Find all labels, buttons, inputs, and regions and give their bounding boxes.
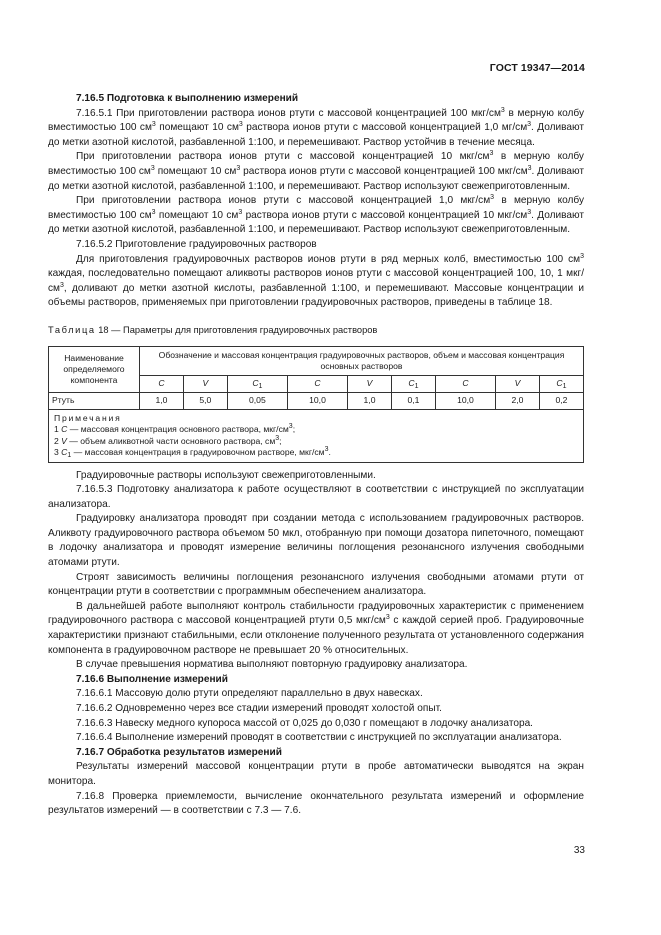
paragraph: В случае превышения норматива выполняют повторную градуировку анализатора. (76, 659, 468, 671)
table-cell: 5,0 (183, 392, 227, 409)
section-heading: 7.16.7 Обработка результатов измерений (76, 746, 282, 758)
column-header: $C_1$ (391, 375, 435, 392)
table-cell: 2,0 (496, 392, 540, 409)
paragraph: 7.16.6.2 Одновременно через все стадии измерений проводят холостой опыт. (76, 703, 442, 714)
paragraph: Градуировку анализатора проводят при создании метода с использованием градуировочных растворов. Аликвоту градуировочного раствора объемом 50 мкл, отобранную при помощи дозатора пипеточного, помещают в лодочку анализатора и проводят измерение величины поглощения резонансного излучения свободными атомами ртути. (48, 513, 584, 569)
paragraph: Строят зависимость величины поглощения резонансного излучения свободными атомами ртути от концентрации ртути в соответствии с программным обеспечением анализатора. (48, 571, 584, 598)
column-header: V (496, 375, 540, 392)
table-row (49, 392, 584, 409)
column-header: C (140, 375, 184, 392)
table-cell: 1,0 (140, 392, 184, 409)
table-cell: 0,1 (391, 392, 435, 409)
table-cell: 0,05 (227, 392, 287, 409)
table-cell: 0,2 (539, 392, 583, 409)
section-heading: 7.16.5 Подготовка к выполнению измерений (76, 93, 299, 104)
paragraph: Градуировочные растворы используют свежеприготовленными. (76, 469, 376, 481)
document-body (48, 92, 584, 819)
table-cell: 10,0 (287, 392, 347, 409)
page-number: 33 (573, 845, 585, 856)
paragraph: 7.16.8 Проверка приемлемости, вычисление окончательного результата измерений и оформление результатов измерений — в соответствии с 7.3 — 7.6. (48, 790, 584, 817)
paragraph: 7.16.5.3 Подготовку анализатора к работе осуществляют в соответствии с инструкцией по эксплуатации анализатора. (48, 484, 584, 510)
column-header: V (348, 375, 392, 392)
document-code: ГОСТ 19347—2014 (489, 62, 585, 74)
table-caption: Таблица 18 — Параметры для приготовления градуировочных растворов (48, 324, 378, 335)
table-header-name: Наименование определяемого компонента (49, 346, 140, 392)
column-header: $C_1$ (539, 375, 583, 392)
table-notes (48, 410, 584, 463)
section-heading: 7.16.6 Выполнение измерений (76, 673, 228, 685)
row-name: Ртуть (49, 392, 140, 409)
table-header-group: Обозначение и массовая концентрация градуировочных растворов, объем и массовая концентрация основных растворов (140, 346, 584, 375)
paragraph: При приготовлении раствора ионов ртути с массовой концентрацией 1,0 мкг/$см^3$ в мерную колбу вместимостью 100 $см^3$ помещают 10 $см^3$ раствора ионов ртути с массовой концентрацией 10 мкг/$см^3$. Доливают до метки азотной кислотой, разбавленной 1:100, и перемешивают. Раствор используют свежеприготовленным. (48, 194, 585, 236)
paragraph: 7.16.6.4 Выполнение измерений проводят в соответствии с инструкцией по эксплуатации анализатора. (76, 732, 562, 744)
column-header: $C_1$ (227, 375, 287, 392)
note-item: 2 V — объем аликвотной части основного раствора, $см^3$; (54, 434, 282, 446)
paragraph: Для приготовления градуировочных растворов ионов ртути в ряд мерных колб, вместимостью 100 $см^3$ каждая, последовательно помещают аликвоты растворов ионов ртути с массовой концентрацией 100, 10, 1 мкг/$см^3$, доливают до метки азотной кислоты, разбавленной 1:100, и перемешивают. Массовые концентрации и объемы растворов, применяемых при приготовлении градуировочных растворов, приведены в таблице 18. (48, 252, 584, 309)
note-item: 3 $C_1$ — массовая концентрация в градуировочном растворе, мкг/$см^3$. (54, 446, 331, 459)
table-cell: 1,0 (348, 392, 392, 409)
paragraph: 7.16.5.2 Приготовление градуировочных растворов (76, 238, 317, 250)
notes-title: Примечания (54, 412, 122, 423)
paragraph: При приготовлении раствора ионов ртути с массовой концентрацией 10 мкг/$см^3$ в мерную колбу вместимостью 100 $см^3$ помещают 10 $см^3$ раствора ионов ртути с массовой концентрацией 100 мкг/$см^3$. Доливают до метки азотной кислотой, разбавленной 1:100, и перемешивают. Раствор используют свежеприготовленным. (48, 150, 584, 192)
column-header: C (435, 375, 495, 392)
note-item: 1 C — массовая концентрация основного раствора, мкг/$см^3$; (54, 423, 296, 434)
paragraph: В дальнейшей работе выполняют контроль стабильности градуировочных характеристик с применением градуировочного раствора с массовой концентрацией ртути 0,5 мкг/$см^3$ с каждой серией проб. Градуировочные характеристики признают стабильными, если отклонение полученного результата от установленного содержания компонента в градуировочном растворе не превышает 20 % относительных. (48, 600, 584, 656)
column-header: V (183, 375, 227, 392)
paragraph: 7.16.6.3 Навеску медного купороса массой от 0,025 до 0,030 г помещают в лодочку анализатора. (76, 717, 533, 729)
paragraph: Результаты измерений массовой концентрации ртути в пробе автоматически выводятся на экран монитора. (48, 761, 584, 787)
paragraph: 7.16.5.1 При приготовлении раствора ионов ртути с массовой концентрацией 100 мкг/$см^3$ в мерную колбу вместимостью 100 $см^3$ помещают 10 $см^3$ раствора ионов ртути с массовой концентрацией 1,0 $мг/см^3$. Доливают до метки азотной кислотой, разбавленной 1:100, и перемешивают. Раствор устойчив в течение месяца. (48, 106, 585, 148)
table-cell: 10,0 (435, 392, 495, 409)
paragraph: 7.16.6.1 Массовую долю ртути определяют параллельно в двух навесках. (76, 688, 423, 700)
calibration-table (48, 346, 584, 410)
column-header: C (287, 375, 347, 392)
